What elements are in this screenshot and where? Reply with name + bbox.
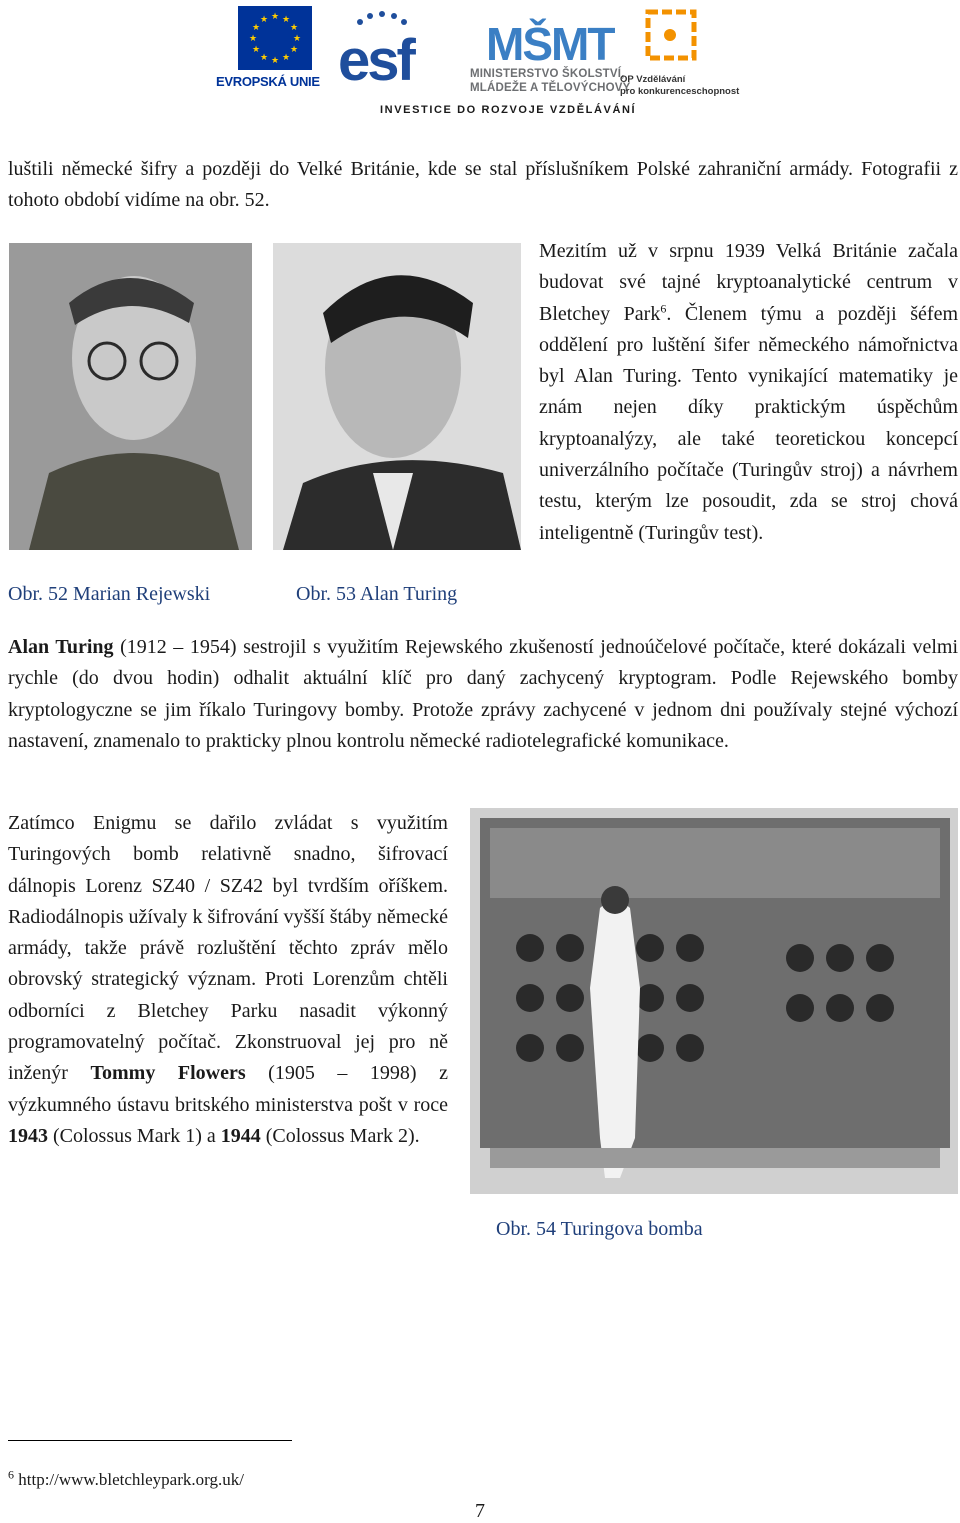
paragraph-bletchley-part2: . Členem týmu a později šéfem oddělení pro luštění šifer německého námořnictva byl Alan Turing. Tento vynikající matematiky je znám nejen díky praktickým úspěchům kryptoanalýzy, ale také teoretickou koncepcí univerzálního počítače (Turingův stroj) a návrhem testu, kterým lze posoudit, zda se stroj chová inteligentně (Turingův test). xyxy=(539,302,958,544)
eu-logo xyxy=(216,6,320,96)
msmt-logo xyxy=(460,6,630,96)
msmt-line1: MINISTERSTVO ŠKOLSTVÍ, xyxy=(470,68,625,80)
colossus-text-1: Zatímco Enigmu se dařilo zvládat s využitím Turingových bomb relativně snadno, šifrovací dálnopis Lorenz SZ40 / SZ42 byl tvrdším oříškem. Radiodálnopis užívaly k šifrování vyšší štáby německé armády, takže právě rozluštění těchto zpráv mělo obrovský strategický význam. Proti Lorenzům chtěli odborníci z Bletchey Parku nasadit výkonný programovatelný počítač. Zkonstruoval jej pro ně inženýr xyxy=(8,812,448,1085)
footnote-link[interactable]: http://www.bletchleypark.org.uk/ xyxy=(14,1470,244,1489)
bold-1943: 1943 xyxy=(8,1124,48,1147)
op-vk-logo xyxy=(620,6,740,97)
op-line1: OP Vzdělávání xyxy=(620,74,686,85)
eu-stars-icon xyxy=(238,6,312,70)
header-tagline: INVESTICE DO ROZVOJE VZDĚLÁVÁNÍ xyxy=(380,104,637,116)
svg-text:★: ★ xyxy=(270,56,280,66)
paragraph-colossus xyxy=(8,808,448,1152)
eu-caption: EVROPSKÁ UNIE xyxy=(216,74,320,89)
portrait-turing-image xyxy=(273,243,521,550)
svg-text:★: ★ xyxy=(251,23,261,33)
photo-marian-rejewski xyxy=(9,243,252,550)
footnote-ref[interactable]: 6 xyxy=(660,300,667,315)
svg-text:★: ★ xyxy=(259,53,269,63)
footnote-separator xyxy=(8,1440,292,1441)
paragraph-turing-bombs xyxy=(8,632,958,757)
caption-obr-54: Obr. 54 Turingova bomba xyxy=(496,1218,703,1240)
svg-text:★: ★ xyxy=(289,45,299,55)
bombe-machine-image xyxy=(470,808,958,1194)
msmt-logo-icon xyxy=(460,6,630,66)
paragraph-bletchley-part1: Mezitím už v srpnu 1939 Velká Británie začala budovat své tajné kryptoanalytické centrum v Bletchey Park xyxy=(539,240,958,325)
svg-text:★: ★ xyxy=(259,15,269,25)
paragraph-intro: luštili německé šifry a později do Velké Británie, kde se stal příslušníkem Polské zahraniční armády. Fotografii z tohoto období vidíme na obr. 52. xyxy=(8,158,958,212)
svg-text:★: ★ xyxy=(292,34,302,44)
esf-logo xyxy=(330,6,448,86)
page-number: 7 xyxy=(475,1500,485,1522)
svg-text:★: ★ xyxy=(270,12,280,22)
svg-text:★: ★ xyxy=(251,45,261,55)
caption-obr-53: Obr. 53 Alan Turing xyxy=(296,583,458,605)
eu-flag-icon xyxy=(238,6,312,70)
msmt-line2: MLÁDEŽE A TĚLOVÝCHOVY xyxy=(470,82,631,94)
svg-text:★: ★ xyxy=(289,23,299,33)
colossus-text-4: (Colossus Mark 2). xyxy=(260,1124,420,1147)
footnote-number: 6 xyxy=(8,1467,14,1482)
portrait-rejewski-image xyxy=(9,243,252,550)
colossus-text-2: (1905 – 1998) z výzkumného ústavu britského ministerstva pošt v roce xyxy=(8,1062,448,1116)
svg-text:MŠMT: MŠMT xyxy=(486,18,614,66)
photo-turing-bombe xyxy=(470,808,958,1194)
bold-tommy-flowers: Tommy Flowers xyxy=(90,1062,246,1085)
paragraph-turing-bombs-text: (1912 – 1954) sestrojil s využitím Rejewského zkušeností jednoúčelové počítače, které dokázali velmi rychle (do dvou hodin) odhalit aktuální klíč pro daný zachycený kryptogram. Podle Rejewského bomby kryptologyczne se jim říkalo Turingovy bomby. Protože zprávy zachycené v jednom dni používaly stejné výchozí nastavení, znamenalo to prakticky plnou kontrolu německé radiotelegrafické komunikace. xyxy=(8,636,958,752)
svg-text:★: ★ xyxy=(281,15,291,25)
caption-obr-52: Obr. 52 Marian Rejewski xyxy=(8,583,211,605)
paragraph-bletchley xyxy=(539,236,958,549)
op-line2: pro konkurenceschopnost xyxy=(620,86,740,97)
op-vk-logo-icon xyxy=(620,6,730,72)
bold-1944: 1944 xyxy=(220,1124,261,1147)
esf-logo-icon xyxy=(330,6,448,86)
svg-text:★: ★ xyxy=(248,34,258,44)
svg-text:esf: esf xyxy=(338,28,413,86)
footnote xyxy=(8,1467,244,1490)
colossus-text-3: (Colossus Mark 1) a xyxy=(48,1124,221,1147)
svg-text:★: ★ xyxy=(281,53,291,63)
bold-alan-turing: Alan Turing xyxy=(8,636,114,658)
photo-alan-turing xyxy=(273,243,521,550)
